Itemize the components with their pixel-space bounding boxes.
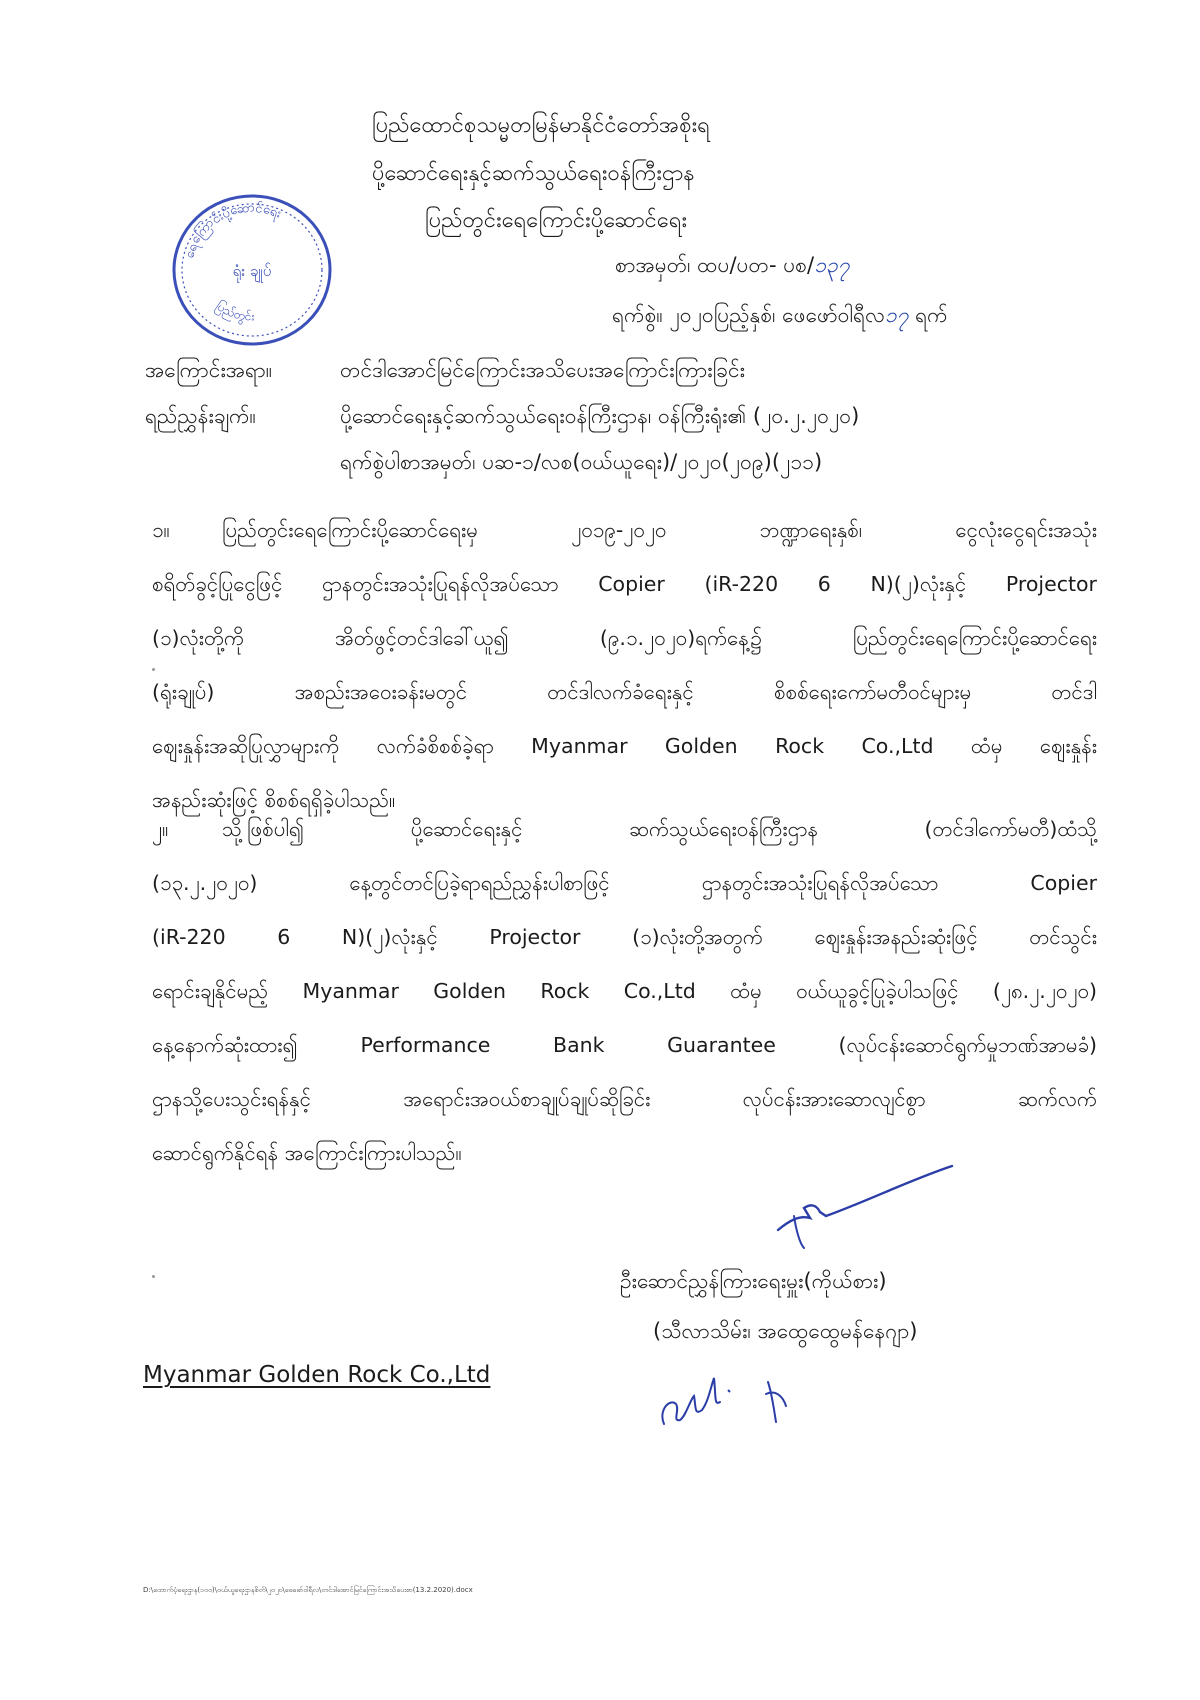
header-ministry-name: ပို့ဆောင်ရေးနှင့်ဆက်သွယ်ရေးဝန်ကြီးဌာန [372,161,695,186]
paragraph-2-line: (iR-220 6 N)(၂)လုံးနှင့် Projector (၁)လုံးတို့အတွက် ဈေးနှုန်းအနည်းဆုံးဖြင့် တင်သွင်း [152,925,1097,949]
paragraph-2-number: ၂။ [152,817,169,841]
paragraph-1-line: ၁။ ပြည်တွင်းရေကြောင်းပို့ဆောင်ရေးမှ ၂၀၁၉-၂၀၂၀ ဘဏ္ဍာရေးနှစ်၊ ငွေလုံးငွေရင်းအသုံး [152,503,1097,557]
footer-file-path: D:\ထောက်ပံ့ရေးဌာန(၁၀၀)\ဝယ်ယူရေးဌာနစိတ်\၂၀၂၀\ဖေဖော်ဝါရီလ\တင်ဒါအောင်မြင်ကြောင်းအသိပေးစာ(13.2.2020).docx [143,1586,473,1594]
letter-number-printed: စာအမှတ်၊ ထပ/ပတ- ပစ/ [615,253,815,277]
date-suffix: ရက် [915,303,948,327]
signatory-name: (သီလာသိမ်း၊ အထွေထွေမန်နေဂျာ) [653,1319,918,1343]
reference-line-1: ပို့ဆောင်ရေးနှင့်ဆက်သွယ်ရေးဝန်ကြီးဌာန၊ ဝန်ကြီးရုံး၏ (၂၀.၂.၂၀၂၀) [340,404,860,428]
signatory-title: ဦးဆောင်ညွှန်ကြားရေးမှူး(ကိုယ်စား) [620,1269,887,1293]
letter-number-handwritten: ၁၃၇ [814,253,850,277]
paragraph-2-line: (၁၃.၂.၂၀၂၀) နေ့တွင်တင်ပြခဲ့ရာရည်ညွှန်းပါစာဖြင့် ဌာနတွင်းအသုံးပြုရန်လိုအပ်သော Copier [152,871,1097,895]
signature-scribble [760,1160,960,1250]
reference-line-2: ရက်စွဲပါစာအမှတ်၊ ပဆ-၁/လစ(ဝယ်ယူရေး)/၂၀၂၀(၂၀၉)(၂၁၁) [340,450,823,474]
paragraph-2-line: ရောင်းချနိုင်မည့် Myanmar Golden Rock Co.,Ltd ထံမှ ဝယ်ယူခွင့်ပြုခဲ့ပါသဖြင့် (၂၈.၂.၂၀၂၀) [152,979,1097,1003]
paragraph-1 [152,503,1097,827]
recipient-company: Myanmar Golden Rock Co.,Ltd [143,1362,491,1388]
letter-date [612,302,948,333]
date-prefix: ရက်စွဲ။ ၂၀၂၀ပြည့်နှစ်၊ ဖေဖော်ဝါရီလ [612,303,885,327]
margin-dot [152,668,155,671]
paragraph-1-number: ၁။ [152,518,170,542]
paragraph-1-line: အနည်းဆုံးဖြင့် စိစစ်ရရှိခဲ့ပါသည်။ [152,788,396,812]
paragraph-1-line: စရိတ်ခွင့်ပြုငွေဖြင့် ဌာနတွင်းအသုံးပြုရန်လိုအပ်သော Copier (iR-220 6 N)(၂)လုံးနှင့် Projector [152,572,1097,596]
subject-label: အကြောင်းအရာ။ [145,358,273,382]
seal-text-center: ရုံး ချုပ် [232,262,272,280]
paragraph-1-line: (၁)လုံးတို့ကို အိတ်ဖွင့်တင်ဒါခေါ်ယူ၍ (၉.၁.၂၀၂၀)ရက်နေ့၌ ပြည်တွင်းရေကြောင်းပို့ဆောင်ရေး [152,626,1097,650]
paragraph-2-line: ဆောင်ရွက်နိုင်ရန် အကြောင်းကြားပါသည်။ [152,1141,462,1165]
reference-label: ရည်ညွှန်းချက်။ [145,404,256,428]
header-government-name: ပြည်ထောင်စုသမ္မတမြန်မာနိုင်ငံတော်အစိုးရ [372,113,710,138]
paragraph-2 [152,802,1097,1180]
paragraph-2-line: နေ့နောက်ဆုံးထား၍ Performance Bank Guarantee (လုပ်ငန်းဆောင်ရွက်မှုဘဏ်အာမခံ) [152,1033,1097,1057]
paragraph-2-line: ဌာနသို့ပေးသွင်းရန်နှင့် အရောင်းအဝယ်စာချုပ်ချုပ်ဆိုခြင်း လုပ်ငန်းအားဆောလျင်စွာ ဆက်လက် [152,1087,1097,1111]
letter-number [615,252,850,283]
seal-text-bottom: ပြည်တွင်း [213,298,255,324]
seal-text-top: ရေကြောင်းပို့ဆောင်ရေး [182,199,283,261]
svg-text:ရေကြောင်းပို့ဆောင်ရေး [182,200,282,261]
handwritten-initials [650,1350,850,1440]
margin-dot [152,1275,155,1278]
subject-text: တင်ဒါအောင်မြင်ကြောင်းအသိပေးအကြောင်းကြားခြင်း [340,358,745,382]
svg-text:ပြည်တွင်း [212,297,255,326]
date-day-handwritten: ၁၇ [884,303,909,327]
paragraph-2-line: ၂။ သို့ဖြစ်ပါ၍ ပို့ဆောင်ရေးနှင့် ဆက်သွယ်ရေးဝန်ကြီးဌာန (တင်ဒါကော်မတီ)ထံသို့ [152,802,1097,856]
official-seal-stamp [168,190,336,350]
header-department-name: ပြည်တွင်းရေကြောင်းပို့ဆောင်ရေး [425,208,688,233]
paragraph-1-line: ဈေးနှုန်းအဆိုပြုလွှာများကို လက်ခံစိစစ်ခဲ့ရာ Myanmar Golden Rock Co.,Ltd ထံမှ ဈေးနှုန်း [152,734,1097,758]
paragraph-1-line: (ရုံးချုပ်) အစည်းအဝေးခန်းမတွင် တင်ဒါလက်ခံရေးနှင့် စိစစ်ရေးကော်မတီဝင်များမှ တင်ဒါ [152,680,1097,704]
